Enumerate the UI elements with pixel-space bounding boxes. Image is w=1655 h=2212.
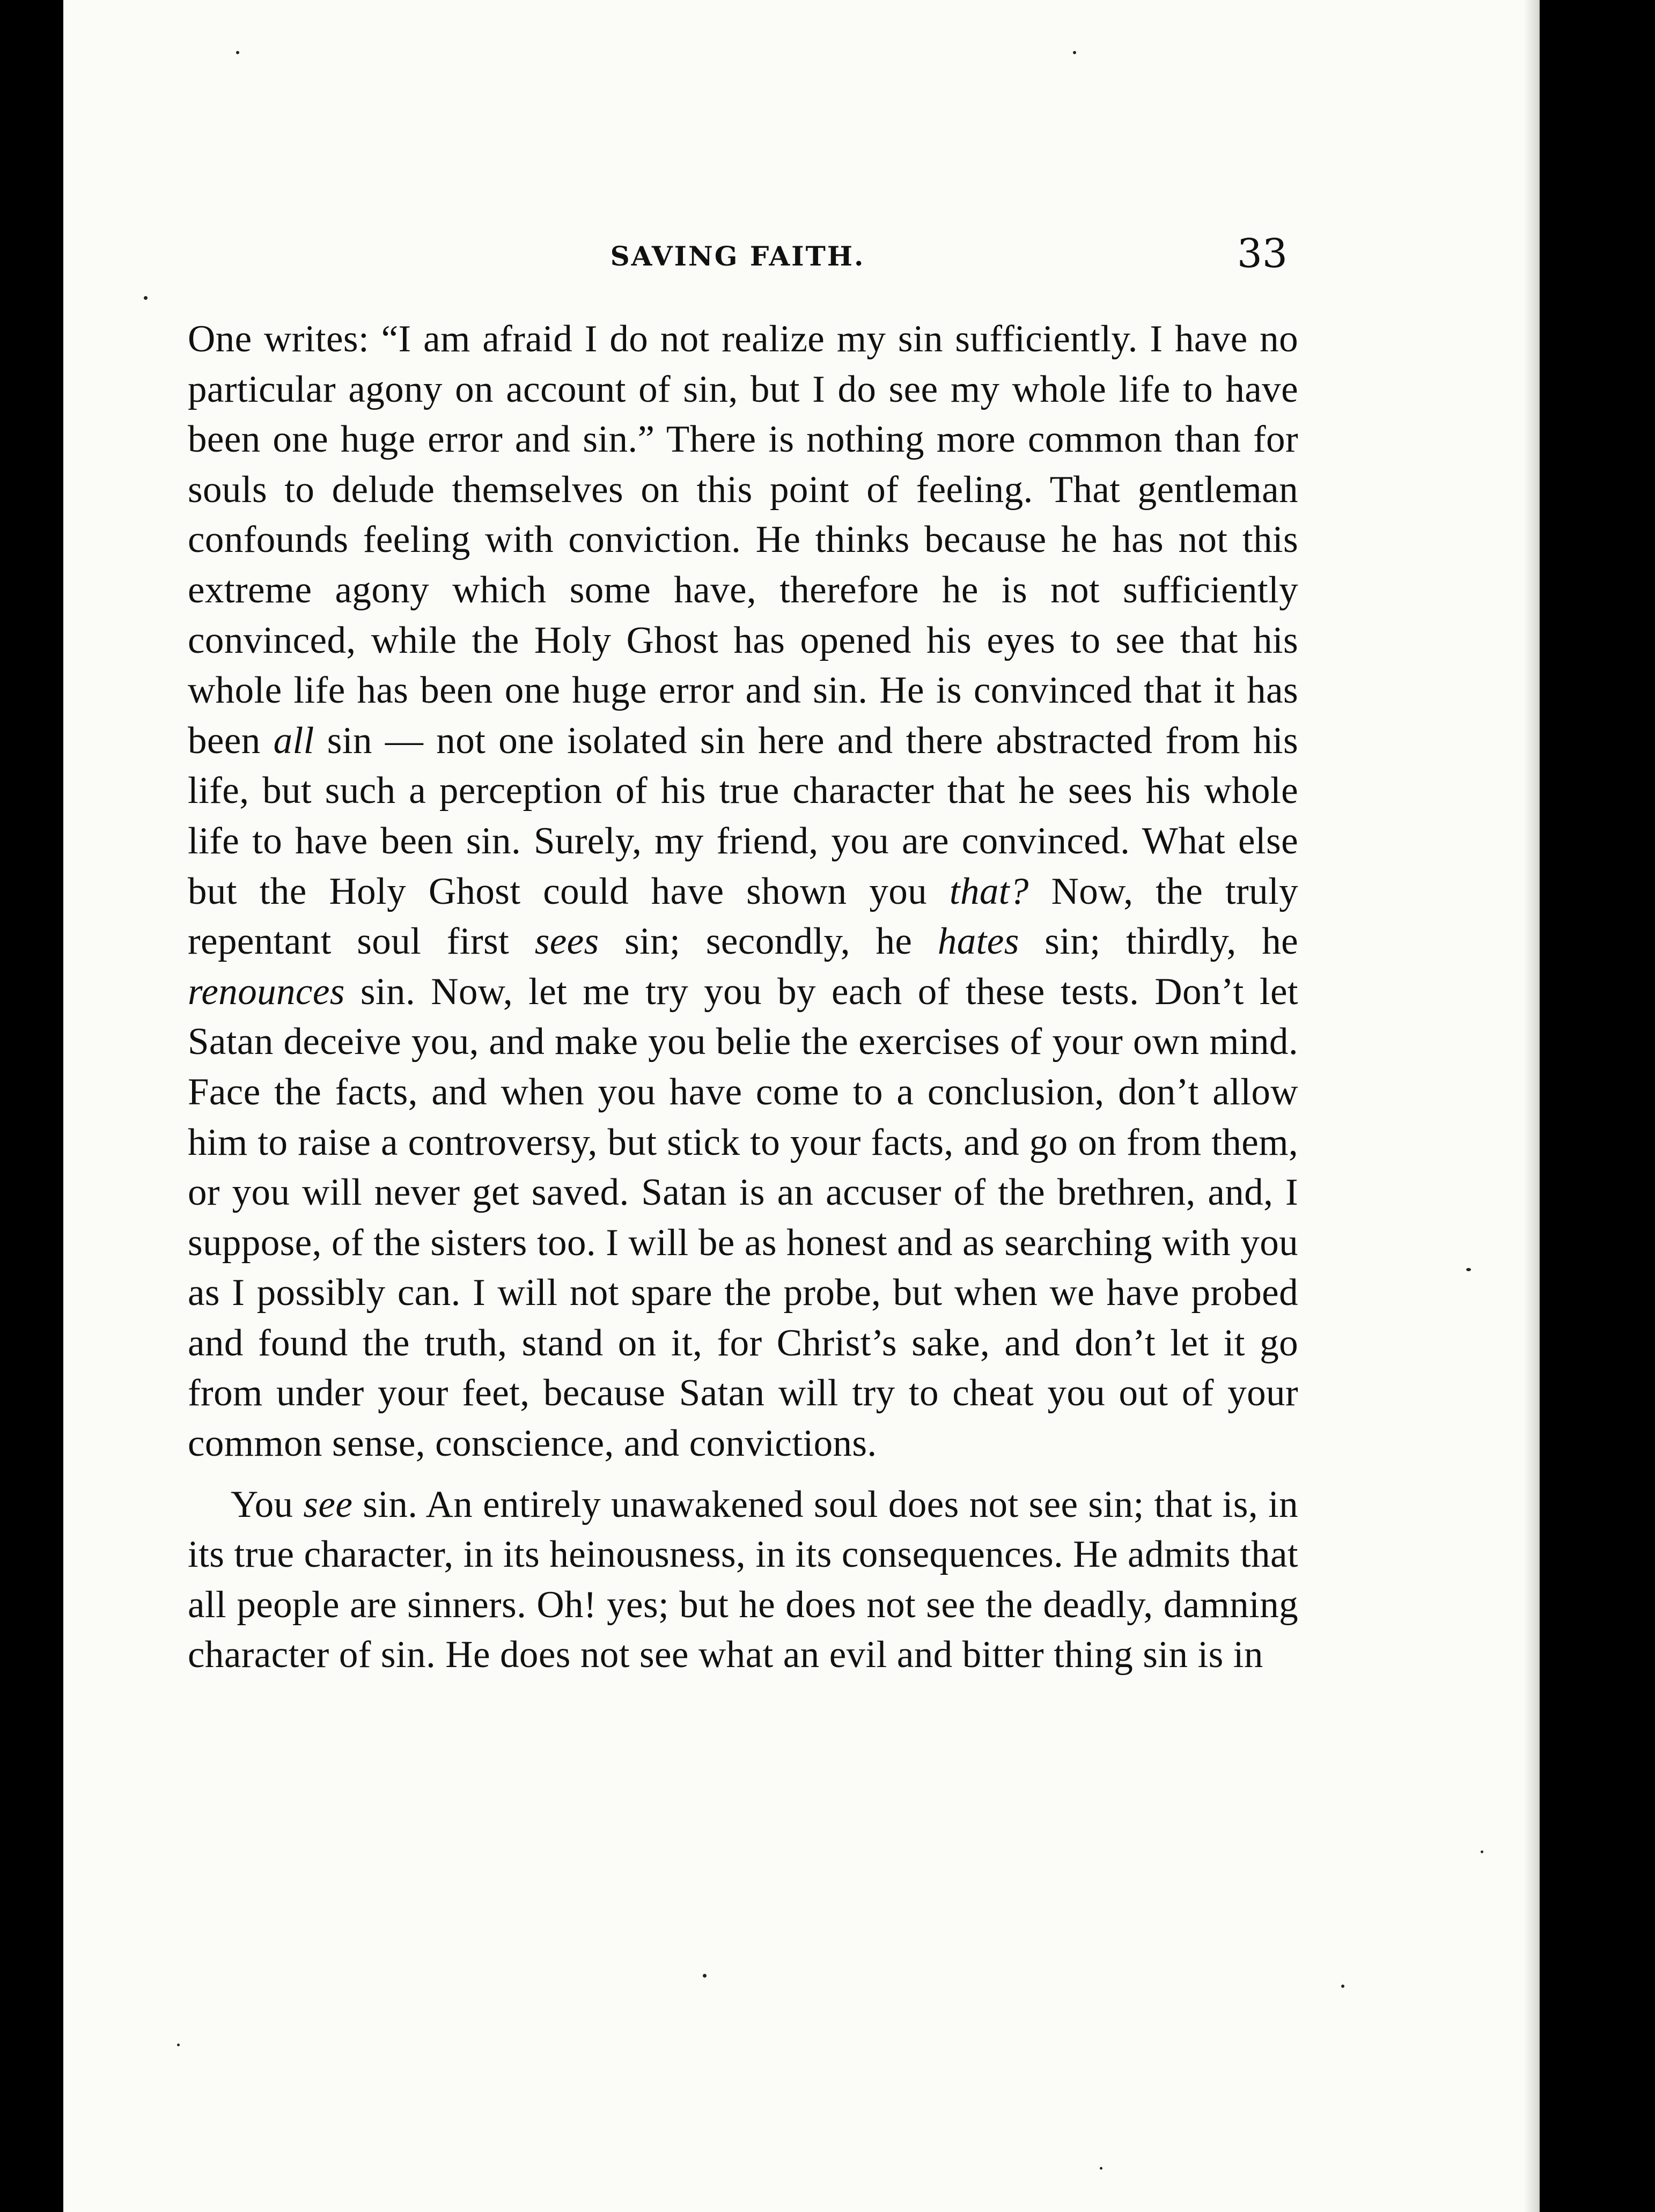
scan-speck (1073, 51, 1076, 54)
scan-speck (1100, 2167, 1102, 2170)
emphasis: all (273, 719, 314, 762)
scan-speck (236, 51, 239, 54)
scan-speck (177, 2044, 180, 2046)
emphasis: hates (937, 920, 1019, 963)
emphasis: sees (534, 920, 599, 963)
scan-speck (144, 296, 148, 300)
paragraph-1-segment: Now, the truly repentant soul first (188, 870, 1298, 963)
body-text (188, 314, 1298, 1691)
paragraph-1-segment: sin; thirdly, he (1019, 920, 1299, 963)
paragraph-1 (188, 314, 1298, 1469)
scan-speck (1481, 1850, 1483, 1853)
scan-speck (1466, 1268, 1471, 1271)
paragraph-1-segment: sin — not one isolated sin here and there abstracted from his life, but such a perception of his true character that he sees his whole life to have been sin. Surely, my friend, you are convinced. What else but the Holy Ghost could have shown you (188, 719, 1298, 912)
running-title: SAVING FAITH. (610, 240, 865, 272)
scan-left-border (0, 0, 49, 2212)
paragraph-1-segment: One writes: “I am afraid I do not realize my sin sufficiently. I have no particular agony on account of sin, but I do see my whole life to have been one huge error and sin.” There is nothing more common than for souls to delude themselves on this point of feeling. That gentleman confounds feeling with conviction. He thinks because he has not this extreme agony which some have, therefore he is not sufficiently convinced, while the Holy Ghost has opened his eyes to see that his whole life has been one huge error and sin. He is convinced that it has been (188, 318, 1298, 762)
emphasis: that? (949, 870, 1029, 912)
page-number: 33 (1237, 231, 1288, 277)
scan-speck (1341, 1985, 1344, 1988)
scan-speck (703, 1974, 707, 1978)
emphasis: renounces (188, 970, 345, 1013)
scan-right-border (1540, 0, 1655, 2212)
paragraph-1-segment: sin; secondly, he (599, 920, 938, 963)
paragraph-2-segment: sin. An entirely unawakened soul does not see sin; that is, in its true character, in its heinousness, in its consequences. He admits that all people are sinners. Oh! yes; but he does not see the deadly, damning character of sin. He does not see what an evil and bitter thing sin is in (188, 1483, 1298, 1676)
emphasis: see (303, 1483, 353, 1525)
paragraph-1-segment: sin. Now, let me try you by each of these tests. Don’t let Satan deceive you, and make you belie the exercises of your own mind. Face the facts, and when you have come to a conclusion, don’t allow him to raise a controversy, but stick to your facts, and go on from them, or you will never get saved. Satan is an accuser of the brethren, and, I suppose, of the sisters too. I will be as honest and as searching with you as I possibly can. I will not spare the probe, but when we have probed and found the truth, stand on it, for Christ’s sake, and don’t let it go from under your feet, because Satan will try to cheat you out of your common sense, conscience, and convictions. (188, 970, 1298, 1465)
paragraph-2-segment: You (231, 1483, 304, 1525)
paragraph-2 (188, 1480, 1298, 1680)
